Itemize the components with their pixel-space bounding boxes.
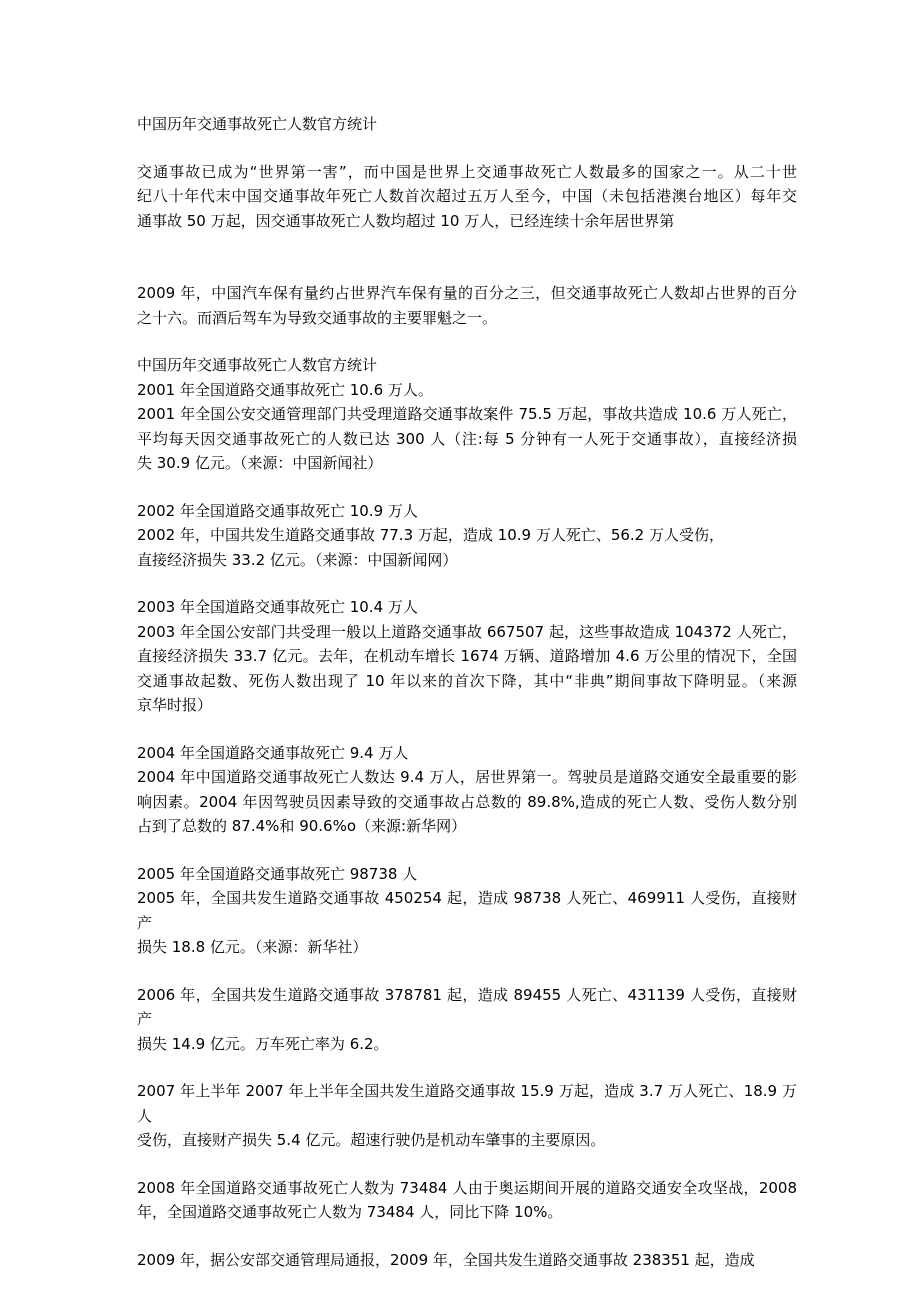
text-line: 2002 年，中国共发生道路交通事故 77.3 万起，造成 10.9 万人死亡、56.2 万人受伤，	[137, 526, 724, 544]
text-line: 交通事故起数、死伤人数出现了 10 年以来的首次下降，其中“非典”期间事故下降明显。（来源	[137, 671, 797, 690]
section-2005	[137, 862, 797, 960]
text-line: 平均每天因交通事故死亡的人数已达 300 人（注:每 5 分钟有一人死于交通事故），直接经济损	[137, 429, 797, 448]
text-line: 通事故 50 万起，因交通事故死亡人数均超过 10 万人，已经连续十余年居世界第	[137, 211, 675, 230]
year-heading: 2001 年全国道路交通事故死亡 10.6 万人。	[137, 380, 433, 399]
section-2004	[137, 741, 797, 839]
text-line: 2001 年全国公安交通管理部门共受理道路交通事故案件 75.5 万起，事故共造成 10.6 万人死亡，	[137, 405, 797, 423]
text-line: 失 30.9 亿元。（来源：中国新闻社）	[137, 454, 383, 472]
title-line: 中国历年交通事故死亡人数官方统计	[137, 115, 378, 133]
document-page	[137, 112, 797, 1295]
text-line: 2004 年中国道路交通事故死亡人数达 9.4 万人，居世界第一。驾驶员是道路交通安全最重要的影	[137, 768, 797, 786]
section-2006	[137, 983, 797, 1057]
year-heading: 2004 年全国道路交通事故死亡 9.4 万人	[137, 743, 409, 762]
section-2007	[137, 1079, 797, 1153]
text-line: 占到了总数的 87.4%和 90.6%o（来源:新华网）	[137, 817, 467, 835]
section-2001	[137, 353, 797, 476]
text-line: 受伤，直接财产损失 5.4 亿元。超速行驶仍是机动车肇事的主要原因。	[137, 1131, 606, 1149]
intro-paragraph	[137, 160, 797, 234]
text-line: 2007 年上半年 2007 年上半年全国共发生道路交通事故 15.9 万起，造成 3.7 万人死亡、18.9 万人	[137, 1082, 797, 1125]
section-2008	[137, 1176, 797, 1225]
text-line: 京华时报）	[137, 696, 213, 714]
year-heading: 2002 年全国道路交通事故死亡 10.9 万人	[137, 501, 418, 520]
text-line: 直接经济损失 33.2 亿元。（来源：中国新闻网）	[137, 550, 458, 569]
text-line: 响因素。2004 年因驾驶员因素导致的交通事故占总数的 89.8%,造成的死亡人数、受伤人数分别	[137, 792, 797, 811]
text-line: 2009 年，据公安部交通管理局通报，2009 年，全国共发生道路交通事故 238351 起，造成	[137, 1250, 755, 1269]
text-line: 2009 年，中国汽车保有量约占世界汽车保有量的百分之三，但交通事故死亡人数却占世界的百分	[137, 284, 797, 302]
year-heading: 2003 年全国道路交通事故死亡 10.4 万人	[137, 598, 418, 616]
section-2009	[137, 1248, 797, 1273]
text-line: 年，全国道路交通事故死亡人数为 73484 人，同比下降 10%。	[137, 1203, 563, 1221]
text-line: 2006 年，全国共发生道路交通事故 378781 起，造成 89455 人死亡、431139 人受伤，直接财产	[137, 985, 797, 1028]
year-heading: 2005 年全国道路交通事故死亡 98738 人	[137, 864, 418, 883]
section-2002	[137, 499, 797, 573]
document-title	[137, 112, 797, 137]
text-line: 2008 年全国道路交通事故死亡人数为 73484 人由于奥运期间开展的道路交通安全攻坚战，2008	[137, 1178, 797, 1197]
car-ownership-paragraph	[137, 281, 797, 330]
section-2003	[137, 595, 797, 718]
text-line: 纪八十年代末中国交通事故年死亡人数首次超过五万人至今，中国（未包括港澳台地区）每年交	[137, 187, 797, 205]
text-line: 2003 年全国公安部门共受理一般以上道路交通事故 667507 起，这些事故造成 104372 人死亡，	[137, 622, 797, 641]
text-line: 2005 年，全国共发生道路交通事故 450254 起，造成 98738 人死亡、469911 人受伤，直接财产	[137, 889, 797, 932]
text-line: 直接经济损失 33.7 亿元。去年，在机动车增长 1674 万辆、道路增加 4.6 万公里的情况下，全国	[137, 647, 797, 665]
text-line: 损失 14.9 亿元。万车死亡率为 6.2。	[137, 1034, 389, 1053]
text-line: 之十六。而酒后驾车为导致交通事故的主要罪魁之一。	[137, 308, 498, 327]
section-heading: 中国历年交通事故死亡人数官方统计	[137, 356, 378, 374]
text-line: 交通事故已成为“世界第一害”，而中国是世界上交通事故死亡人数最多的国家之一。从二十世	[137, 162, 797, 181]
text-line: 损失 18.8 亿元。（来源：新华社）	[137, 938, 368, 956]
